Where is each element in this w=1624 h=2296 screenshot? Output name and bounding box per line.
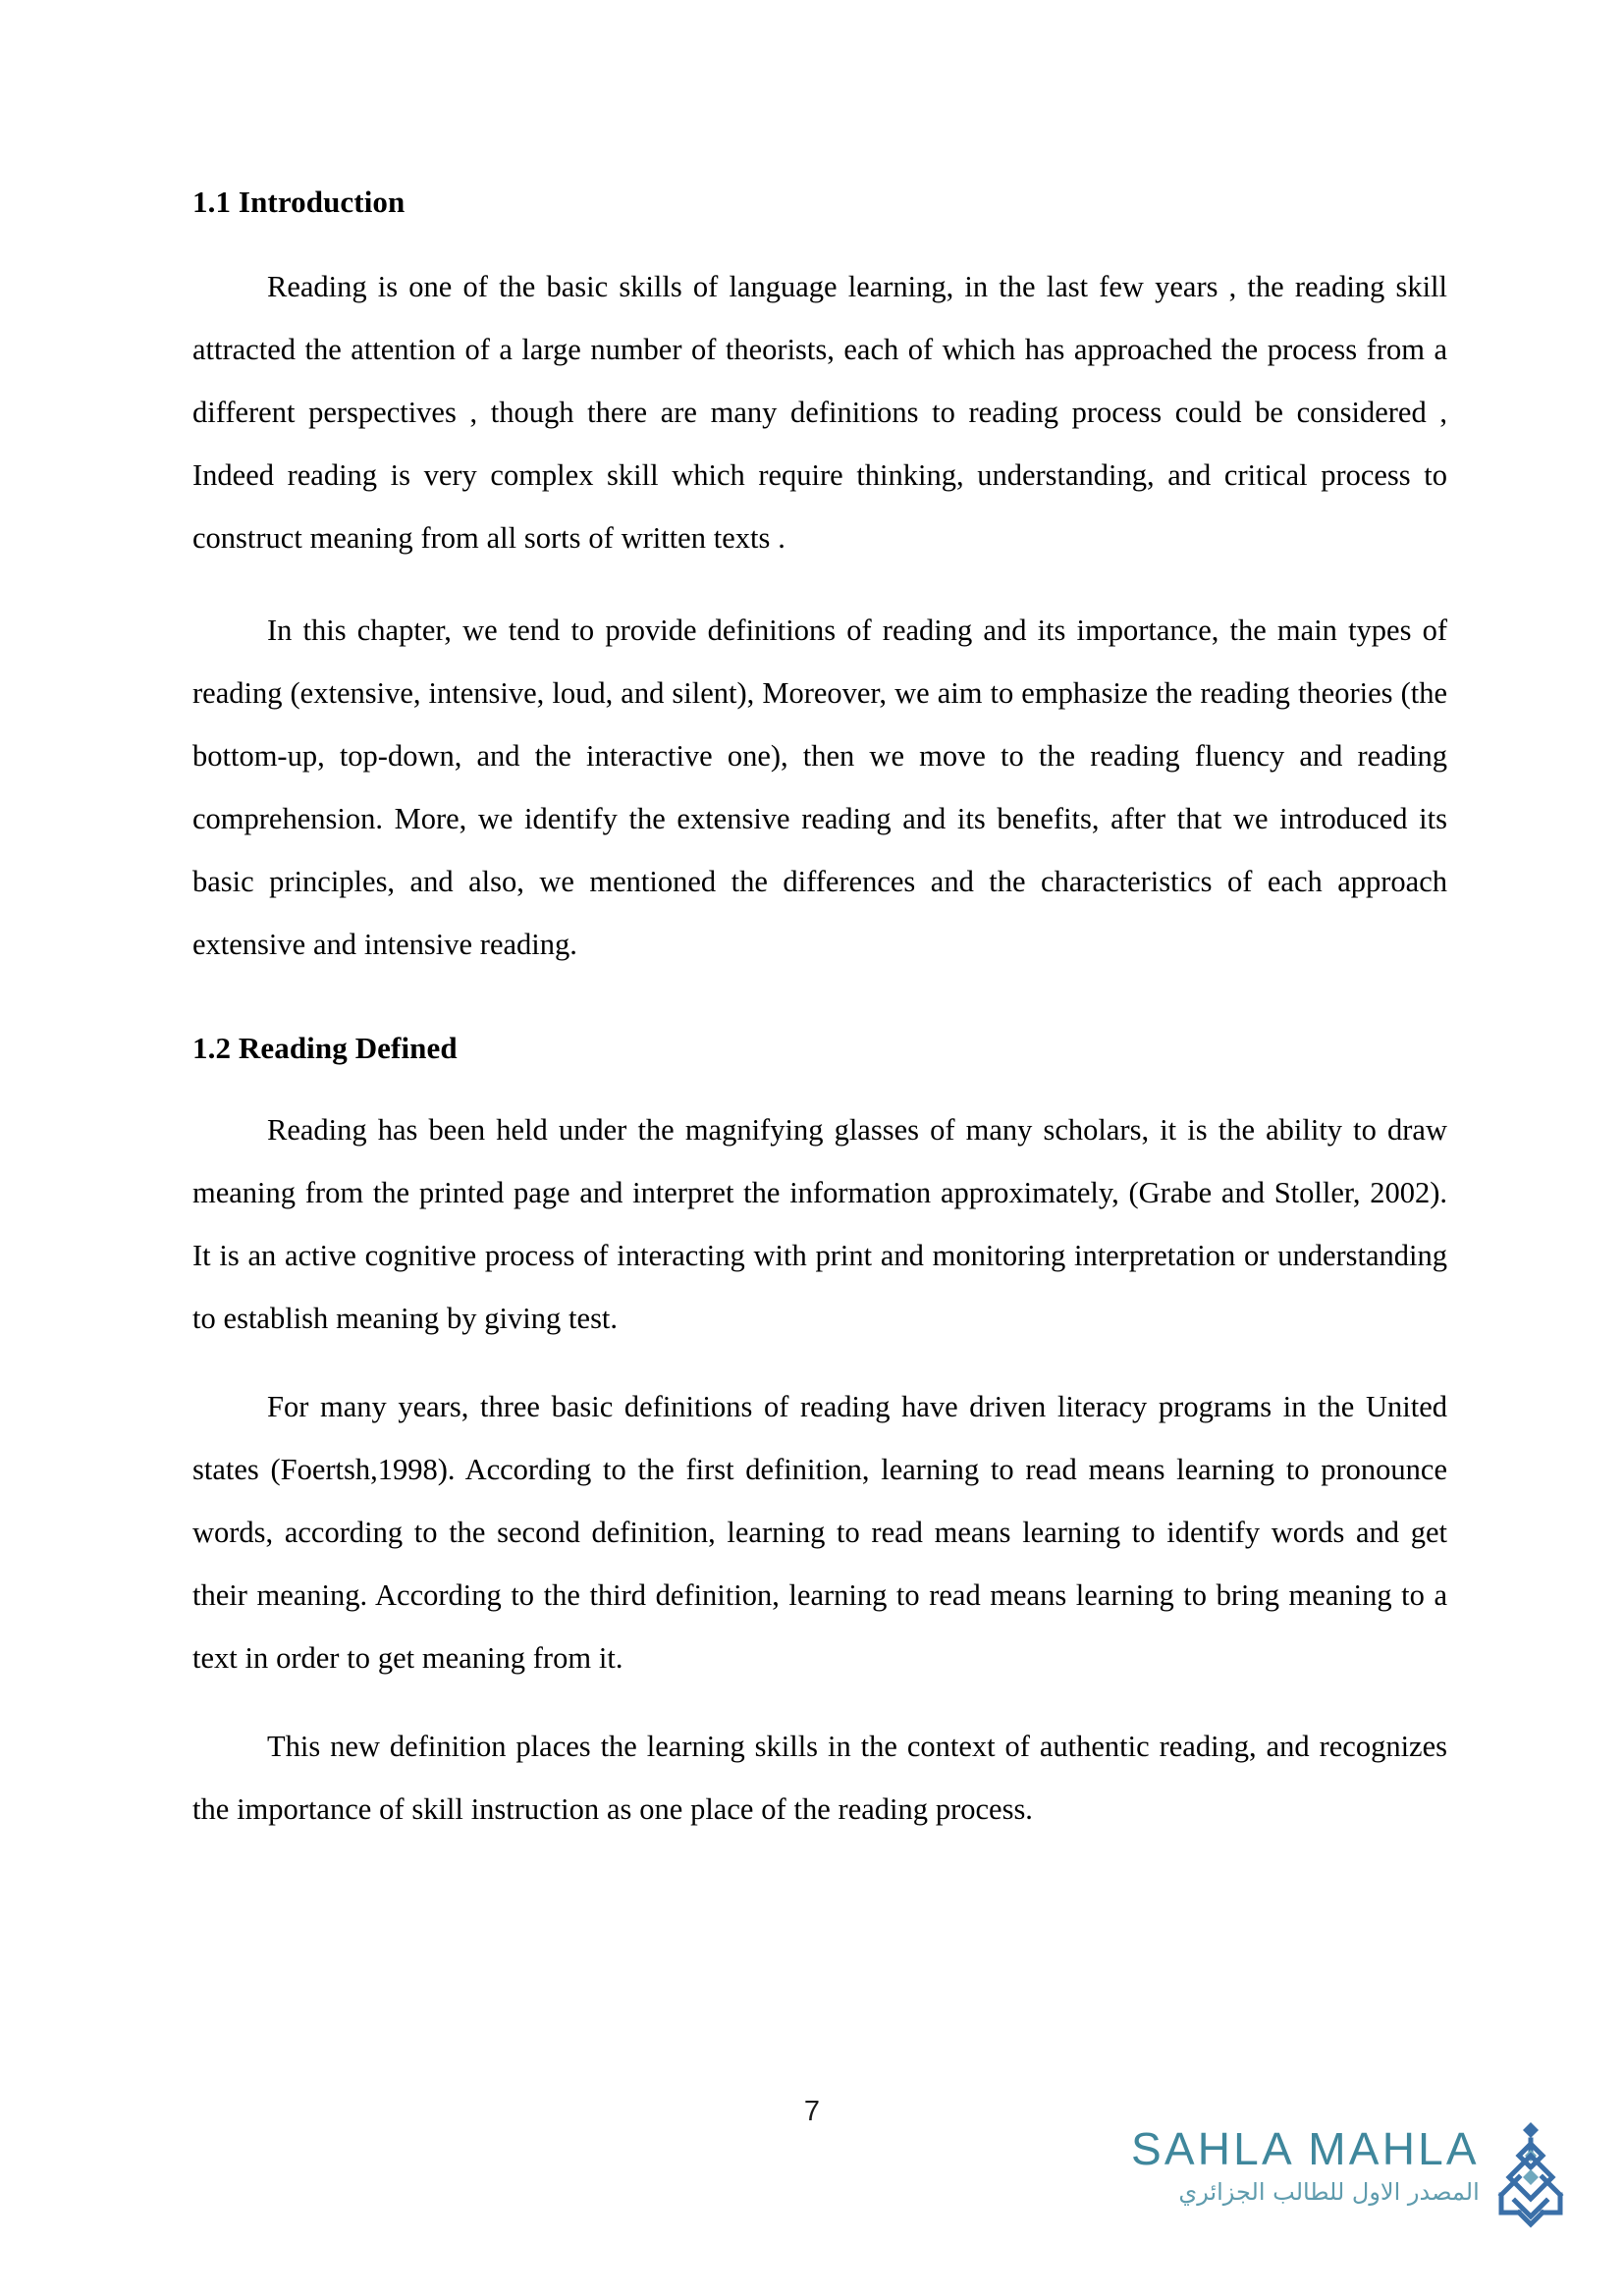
paragraph-intro-1: Reading is one of the basic skills of language learning, in the last few years , the reading skill attracted the attention of a large number of theorists, each of which has approached the process from a different perspectives , though there are many definitions to reading process could be considered , Indeed reading is very complex skill which require thinking, understanding, and critical process to construct meaning from all sorts of written texts .: [192, 270, 1447, 556]
heading-reading-defined: 1.2 Reading Defined: [192, 1031, 458, 1066]
page-content: [192, 183, 1447, 1866]
watermark-text-block: [1131, 2122, 1480, 2206]
arabic-calligraphy-emblem-icon: [1486, 2116, 1576, 2239]
page-number: 7: [803, 2096, 821, 2127]
heading-introduction: 1.1 Introduction: [192, 185, 406, 219]
paragraph-intro-2: In this chapter, we tend to provide definitions of reading and its importance, the main types of reading (extensive, intensive, loud, and silent), Moreover, we aim to emphasize the reading theories (the bottom-up, top-down, and the interactive one), then we move to the reading fluency and reading comprehension. More, we identify the extensive reading and its benefits, after that we introduced its basic principles, and also, we mentioned the differences and the characteristics of each approach extensive and intensive reading.: [192, 614, 1447, 962]
paragraph-defined-2: For many years, three basic definitions of reading have driven literacy programs in the United states (Foertsh,1998). According to the first definition, learning to read means learning to pronounce words, according to the second definition, learning to read means learning to identify words and get their meaning. According to the third definition, learning to read means learning to bring meaning to a text in order to get meaning from it.: [192, 1389, 1447, 1675]
paragraph-defined-1: Reading has been held under the magnifying glasses of many scholars, it is the ability to draw meaning from the printed page and interpret the information approximately, (Grabe and Stoller, 2002). It is an active cognitive process of interacting with print and monitoring interpretation or understanding to establish meaning by giving test.: [192, 1112, 1447, 1335]
paragraph-defined-3: This new definition places the learning skills in the context of authentic reading, and recognizes the importance of skill instruction as one place of the reading process.: [192, 1729, 1447, 1826]
watermark-logo: [1131, 2122, 1593, 2250]
watermark-title: SAHLA MAHLA: [1131, 2123, 1480, 2174]
watermark-subtitle: المصدر الاول للطالب الجزائري: [1178, 2177, 1480, 2206]
